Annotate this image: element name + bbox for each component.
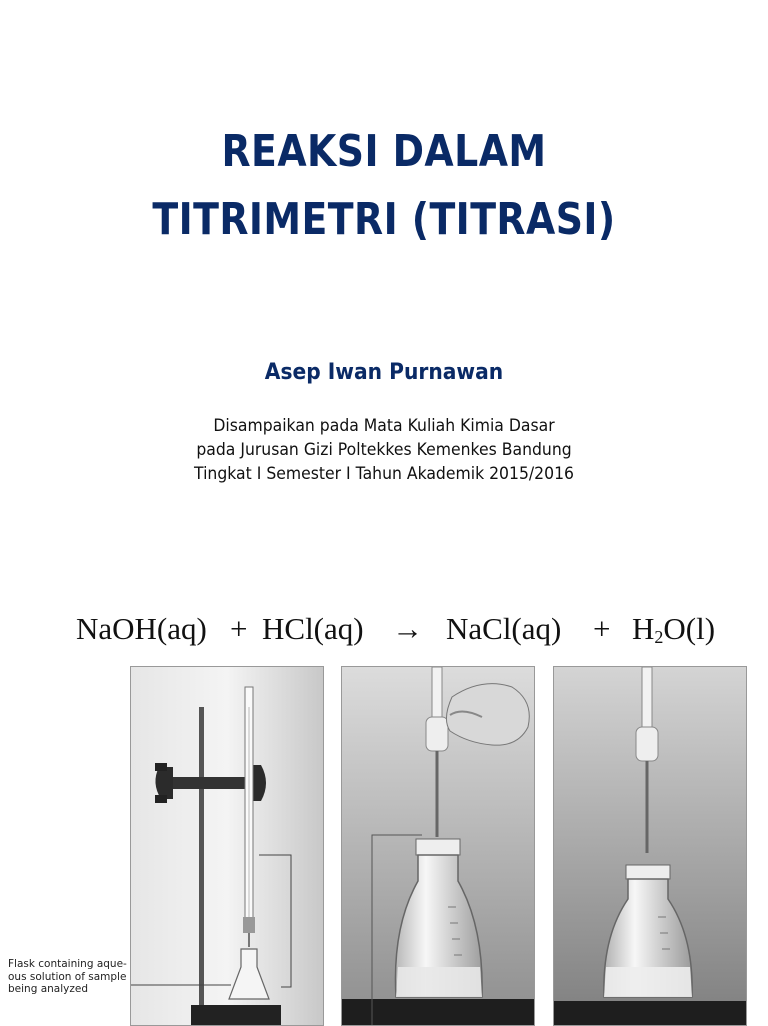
- reactant-hcl: HCl(aq): [262, 611, 364, 646]
- slide-title: [54, 118, 714, 254]
- callout-line-2: ous solution of sample: [8, 970, 127, 983]
- callout-line-1: Flask containing aque-: [8, 958, 127, 970]
- hand-opening-stopcock-icon: [342, 667, 534, 1025]
- product-water: [632, 611, 715, 648]
- subtitle-block: [31, 414, 738, 486]
- callout-line-3: being analyzed: [8, 983, 88, 995]
- burette-stand-photo: [130, 666, 324, 1026]
- chemical-equation: [0, 605, 768, 655]
- water-subscript: 2: [654, 627, 664, 647]
- subtitle-line-2: pada Jurusan Gizi Poltekkes Kemenkes Bandung: [196, 440, 572, 460]
- title-line-2: TITRIMETRI (TITRASI): [152, 194, 616, 245]
- author-name: Asep Iwan Purnawan: [264, 360, 504, 385]
- reactant-naoh: NaOH(aq): [76, 611, 207, 646]
- plus-sign-1: +: [230, 611, 248, 646]
- plus-sign-2: +: [593, 611, 611, 646]
- reaction-arrow-icon: →: [392, 611, 423, 646]
- water-h: H: [632, 611, 655, 646]
- title-line-1: REAKSI DALAM: [221, 126, 547, 177]
- subtitle-line-3: Tingkat I Semester I Tahun Akademik 2015/2016: [194, 464, 574, 484]
- titration-in-progress-photo: [341, 666, 535, 1026]
- subtitle-line-1: Disampaikan pada Mata Kuliah Kimia Dasar: [213, 416, 555, 436]
- flask-callout-label: [8, 958, 126, 996]
- titration-endpoint-photo: [553, 666, 747, 1026]
- burette-over-flask-icon: [554, 667, 746, 1025]
- water-o: O(l): [663, 611, 716, 646]
- product-nacl: NaCl(aq): [446, 611, 562, 646]
- burette-on-stand-icon: [131, 667, 323, 1025]
